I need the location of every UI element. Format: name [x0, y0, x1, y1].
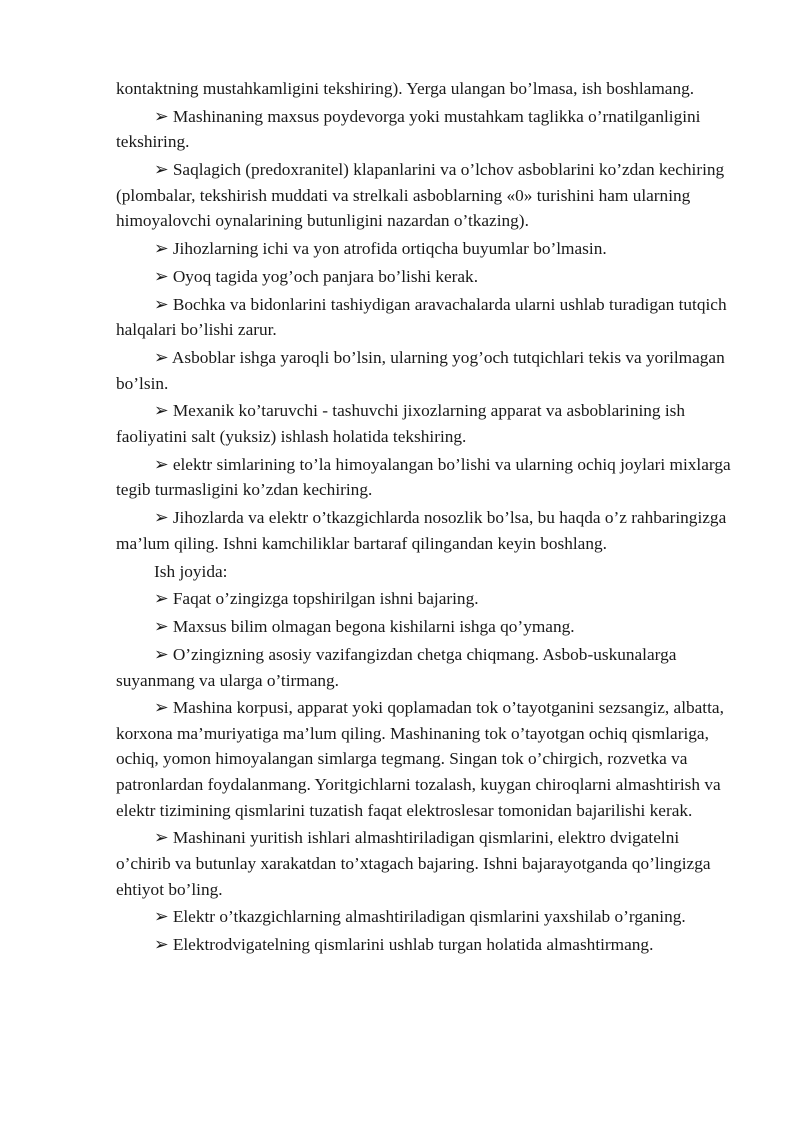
bullet-marker-icon: ➢ [154, 348, 169, 368]
bullet-text: elektr simlarining to’la himoyalangan bo’lishi va ularning ochiq joylari mixlarga tegib turmasligini ko’zdan kechiring. [116, 454, 731, 500]
bullet-text: Oyoq tagida yog’och panjara bo’lishi kerak. [172, 266, 479, 286]
bullet-text: Maxsus bilim olmagan begona kishilarni ishga qo’ymang. [172, 617, 575, 637]
bullet-marker-icon: ➢ [154, 935, 169, 955]
bullet-text: Mashinani yuritish ishlari almashtiriladigan qismlarini, elektro dvigatelni o’chirib va butunlay xarakatdan to’xtagach bajaring. Ishni bajarayotganda qo’lingizga ehtiyot bo’ling. [116, 828, 711, 899]
bullet-text: Mexanik ko’taruvchi - tashuvchi jixozlarning apparat va asboblarining ish faoliyatini salt (yuksiz) ishlash holatida tekshiring. [116, 401, 686, 447]
bullet-text: Asboblar ishga yaroqli bo’lsin, ularning yog’och tutqichlari tekis va yorilmagan bo’lsin. [116, 348, 725, 393]
bullet-marker-icon: ➢ [154, 617, 169, 637]
bullet-item [116, 932, 734, 958]
bullet-item [116, 642, 734, 693]
bullet-item [116, 398, 734, 449]
paragraph-continuation [116, 76, 734, 102]
bullet-marker-icon: ➢ [154, 454, 169, 474]
bullet-text: Jihozlarda va elektr o’tkazgichlarda nosozlik bo’lsa, bu haqda o’z rahbaringizga ma’lum qiling. Ishni kamchiliklar bartaraf qilingandan keyin boshlang. [116, 508, 727, 553]
bullet-marker-icon: ➢ [154, 106, 169, 126]
bullet-marker-icon: ➢ [154, 907, 169, 927]
bullet-marker-icon: ➢ [154, 266, 169, 286]
bullet-item [116, 904, 734, 930]
bullet-text: Saqlagich (predoxranitel) klapanlarini va o’lchov asboblarini ko’zdan kechiring (plombalar, tekshirish muddati va strelkali asboblarning «0» turishini ham ularning himoyalovchi oynalarining butunligini nazardan o’tkazing). [116, 160, 725, 231]
bullet-item [116, 505, 734, 556]
bullet-marker-icon: ➢ [154, 698, 169, 718]
document-page [116, 76, 734, 960]
bullet-marker-icon: ➢ [154, 160, 169, 180]
bullet-item [116, 614, 734, 640]
bullet-item [116, 586, 734, 612]
bullet-item [116, 452, 734, 503]
bullet-item [116, 825, 734, 902]
bullet-marker-icon: ➢ [154, 589, 169, 609]
bullet-item [116, 345, 734, 396]
bullet-marker-icon: ➢ [154, 828, 169, 848]
bullet-marker-icon: ➢ [154, 294, 169, 314]
bullet-item [116, 104, 734, 155]
bullet-marker-icon: ➢ [154, 508, 169, 528]
bullet-marker-icon: ➢ [154, 239, 169, 259]
bullet-item [116, 695, 734, 823]
bullet-marker-icon: ➢ [154, 401, 169, 421]
section-heading-text: Ish joyida: [154, 561, 228, 581]
bullet-text: Elektrodvigatelning qismlarini ushlab turgan holatida almashtirmang. [172, 935, 654, 955]
bullet-item [116, 236, 734, 262]
bullet-item [116, 264, 734, 290]
bullet-text: Jihozlarning ichi va yon atrofida ortiqcha buyumlar bo’lmasin. [172, 239, 607, 259]
bullet-text: Mashinaning maxsus poydevorga yoki mustahkam taglikka o’rnatilganligini tekshiring. [116, 106, 701, 152]
bullet-text: Mashina korpusi, apparat yoki qoplamadan tok o’tayotganini sezsangiz, albatta, korxona ma’muriyatiga ma’lum qiling. Mashinaning tok o’tayotgan ochiq qismlariga, ochiq, yomon himoyalangan simlarga tegmang. Singan tok o’chirgich, rozvetka va patronlardan foydalanmang. Yoritgichlarni tozalash, kuygan chiroqlarni almashtirish va elektr tizimining qismlarini tuzatish faqat elektroslesar tomonidan bajarilishi kerak. [116, 698, 724, 820]
bullet-marker-icon: ➢ [154, 644, 169, 664]
bullet-text: Faqat o’zingizga topshirilgan ishni bajaring. [172, 589, 479, 609]
paragraph-text: kontaktning mustahkamligini tekshiring). Yerga ulangan bo’lmasa, ish boshlamang. [116, 79, 695, 98]
bullet-text: Elektr o’tkazgichlarning almashtiriladigan qismlarini yaxshilab o’rganing. [172, 907, 686, 927]
bullet-text: O’zingizning asosiy vazifangizdan chetga chiqmang. Asbob-uskunalarga suyanmang va ularga o’tirmang. [116, 644, 677, 690]
bullet-text: Bochka va bidonlarini tashiydigan aravachalarda ularni ushlab turadigan tutqich halqalari bo’lishi zarur. [116, 294, 727, 340]
bullet-item [116, 157, 734, 234]
bullet-item [116, 292, 734, 343]
section-heading [116, 559, 734, 585]
